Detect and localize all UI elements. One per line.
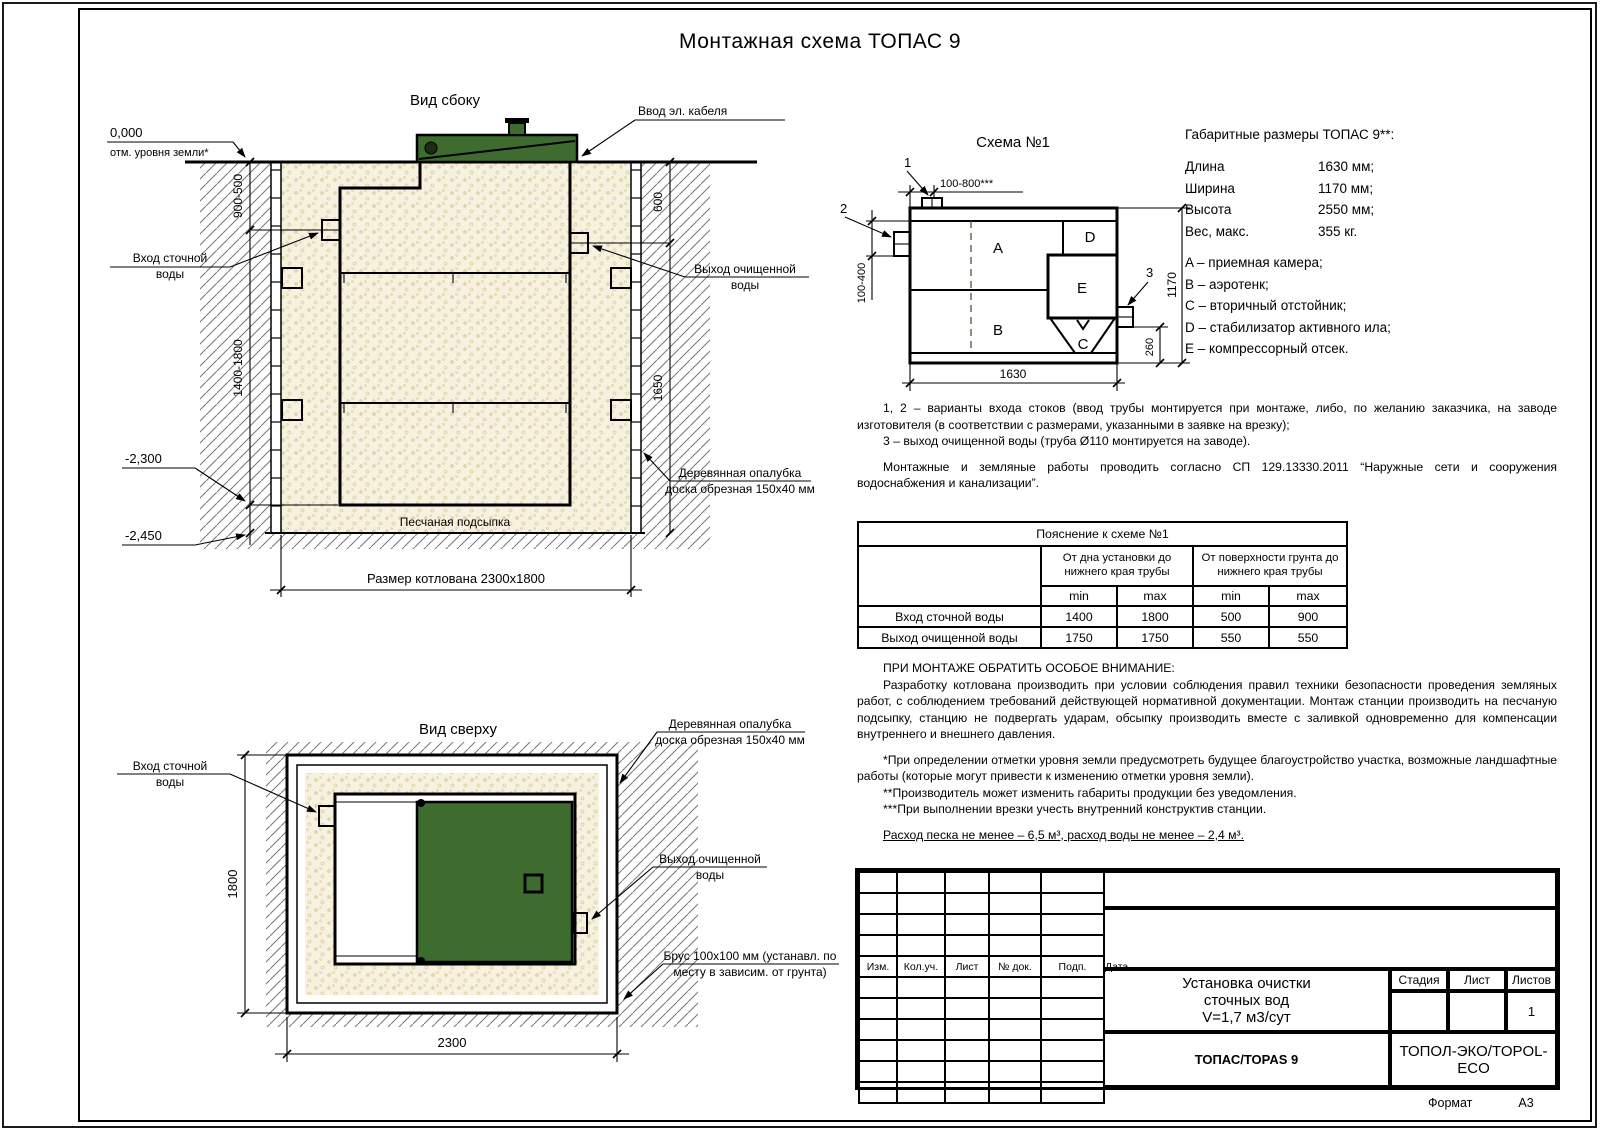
dim-1630: 1630: [999, 367, 1027, 381]
cable-entry-leader: [582, 120, 635, 156]
outlet-label-line1: Выход очищенной: [694, 262, 796, 276]
spec-row: Вес, макс. 355 кг.: [1185, 223, 1358, 239]
outlet-label-line1: Выход очищенной: [659, 852, 761, 866]
footnote-3: ***При выполнении врезки учесть внутренний конструктив станции.: [883, 802, 1267, 816]
col-izm: Изм.: [859, 956, 897, 977]
dim-2300: 2300: [437, 1035, 467, 1050]
company-cell: ТОПОЛ-ЭКО/TOPOL-ECO: [1390, 1032, 1557, 1087]
col-list: Лист: [945, 956, 989, 977]
dim-1400-1800: 1400-1800: [231, 339, 245, 397]
dim-1650: 1650: [651, 374, 665, 402]
pit-size-label: Размер котлована 2300х1800: [366, 571, 546, 586]
inlet-label-line2: воды: [155, 775, 185, 789]
beam-label-line2: месту в зависим. от грунта): [673, 965, 827, 979]
formwork-right: [631, 162, 641, 533]
zero-level-label: 0,000: [110, 125, 143, 140]
inlet-label-line1: Вход сточной: [132, 251, 208, 265]
revision-grid: [858, 871, 1129, 1104]
dim-600: 600: [651, 191, 665, 213]
page-title: Монтажная схема ТОПАС 9: [678, 30, 962, 53]
col-podp: Подп.: [1041, 956, 1104, 977]
dim-100-400: 100-400: [856, 262, 868, 304]
spec-row: Длина 1630 мм;: [1185, 159, 1375, 174]
side-view-title: Вид сбоку: [410, 92, 480, 109]
callout-1: 1: [904, 155, 912, 170]
document-title-cell: Установка очистки сточных вод V=1,7 м3/сут: [1103, 969, 1390, 1032]
attention-title: ПРИ МОНТАЖЕ ОБРАТИТЬ ОСОБОЕ ВНИМАНИЕ:: [883, 661, 1175, 675]
product-cell: ТОПАС/TOPAS 9: [1103, 1032, 1390, 1087]
tank-lid: [417, 135, 577, 162]
explanation-table: Пояснение к схеме №1 От дна установки до нижнего края трубы От поверхности грунта до нижнего края трубы min max min max Вход сточной воды 1400 1800 500 900 Выход очищенной воды 1750 1750 550 550: [857, 521, 1348, 649]
dimensions-spec-block: [1185, 127, 1553, 360]
sheet-value: [1448, 991, 1506, 1032]
revision-header-row: Изм. Кол.уч. Лист № док. Подп. Дата: [859, 956, 1104, 977]
note-1: 1, 2 – варианты входа стоков (ввод трубы монтируется при монтаже, либо, по желанию заказчика, на заводе изготовителя (в соответствии с размерами, указанными в заявке на врезку);: [857, 401, 1557, 432]
scheme-1-drawing: [828, 125, 1198, 405]
empty-cell: [1103, 871, 1557, 908]
spec-row: Ширина 1170 мм;: [1185, 180, 1374, 196]
inlet-label-line1: Вход сточной: [132, 759, 208, 773]
side-view-drawing: [85, 85, 815, 660]
dim-1170: 1170: [1165, 272, 1179, 298]
callout-2: 2: [840, 201, 848, 216]
inlet-label-line2: воды: [155, 267, 185, 281]
outlet-label-line2: воды: [695, 868, 725, 882]
note-2: 3 – выход очищенной воды (труба Ø110 монтируется на заводе).: [883, 434, 1251, 448]
compartment-b-label: B: [992, 322, 1004, 339]
top-view-title: Вид сверху: [418, 721, 498, 738]
tank-lid-top: [417, 802, 572, 962]
spec-row: Высота 2550 мм;: [1185, 202, 1375, 217]
footnote-2: **Производитель может изменить габариты продукции без уведомления.: [883, 785, 1297, 800]
col-koluch: Кол.уч.: [897, 956, 945, 977]
sheets-value: 1: [1506, 991, 1557, 1032]
dim-100-800: 100-800***: [940, 178, 994, 190]
cable-entry-label: Ввод эл. кабеля: [638, 104, 728, 118]
vent-cap: [505, 118, 529, 123]
stage-header: Стадия: [1390, 969, 1448, 991]
level-2450-label: -2,450: [125, 528, 162, 543]
scheme-title: Схема №1: [976, 134, 1050, 151]
compartment-c-funnel-left: [1050, 318, 1075, 353]
dim-260: 260: [1144, 337, 1156, 357]
outlet-label-line2: воды: [730, 278, 760, 292]
col-group-2: От поверхности грунта до нижнего края трубы: [1193, 546, 1347, 586]
compartment-c-label: C: [1077, 336, 1089, 353]
sheets-header: Листов: [1506, 969, 1557, 991]
sheet-header: Лист: [1448, 969, 1506, 991]
attention-block: [857, 660, 1557, 843]
compartment-d-label: D: [1084, 229, 1096, 246]
stage-value: [1390, 991, 1448, 1032]
formwork-label-line1: Деревянная опалубка: [668, 717, 792, 731]
lid-hinge: [417, 957, 425, 965]
lid-hinge: [417, 799, 425, 807]
note-3: Монтажные и земляные работы проводить согласно СП 129.13330.2011 “Наружные сети и сооружения водоснабжения и канализации”.: [857, 459, 1557, 490]
table-title: Пояснение к схеме №1: [858, 522, 1347, 546]
format-note: Формат А3: [1428, 1096, 1534, 1110]
empty-cell: [1103, 908, 1557, 969]
compartment-a-label: A: [992, 240, 1004, 257]
zero-level-leader: [233, 142, 245, 157]
table-row: Вход сточной воды 1400 1800 500 900: [858, 606, 1347, 627]
callout-3: 3: [1146, 265, 1154, 280]
formwork-left: [271, 162, 281, 533]
earth-hatch-bottom: [200, 533, 710, 549]
formwork-label-line2: доска обрезная 150х40 мм: [655, 733, 805, 747]
specs-title: Габаритные размеры ТОПАС 9**:: [1185, 127, 1395, 142]
footnote-1: *При определении отметки уровня земли предусмотреть будущее благоустройство участка, возможные ландшафтные работы (которые могут привести к изменению отметки уровня земли).: [857, 752, 1557, 783]
lid-latch: [425, 142, 437, 154]
top-view-drawing: [105, 672, 855, 1072]
table-row: Выход очищенной воды 1750 1750 550 550: [858, 627, 1347, 648]
vent-pipe: [509, 123, 525, 135]
sand-bedding-label: Песчаная подсыпка: [399, 515, 511, 529]
dim-900-500: 900-500: [231, 173, 245, 219]
level-2300-label: -2,300: [125, 451, 162, 466]
consumption-note: Расход песка не менее – 6,5 м³, расход воды не менее – 2,4 м³.: [883, 827, 1244, 842]
col-ndok: № док.: [989, 956, 1041, 977]
dim-1800: 1800: [225, 869, 240, 899]
notes-block: [857, 400, 1557, 492]
col-group-1: От дна установки до нижнего края трубы: [1041, 546, 1193, 586]
ground-mark-label: отм. уровня земли*: [110, 147, 209, 159]
compartment-e-label: E: [1076, 280, 1088, 297]
formwork-label-line2: доска обрезная 150х40 мм: [665, 482, 815, 496]
beam-label-line1: Брус 100х100 мм (устанавл. по: [663, 949, 837, 963]
title-block: [855, 868, 1560, 1090]
compartment-c-funnel-right: [1091, 318, 1115, 353]
attention-text: Разработку котлована производить при условии соблюдения правил техники безопасности проведения земляных работ, с соблюдением требований действующей нормативной документации. Монтаж станции производить на песчаную подсыпку, станцию не подвергать ударам, обсыпку производить вместе с заливкой одновременно для компенсации внутреннего и внешнего давления.: [857, 677, 1557, 741]
formwork-label-line1: Деревянная опалубка: [678, 466, 802, 480]
compartment-legend: A – приемная камера; B – аэротенк; C – вторичный отстойник; D – стабилизатор активного ила; E – компрессорный отсек.: [1185, 255, 1391, 356]
sand-backfill: [281, 162, 631, 533]
